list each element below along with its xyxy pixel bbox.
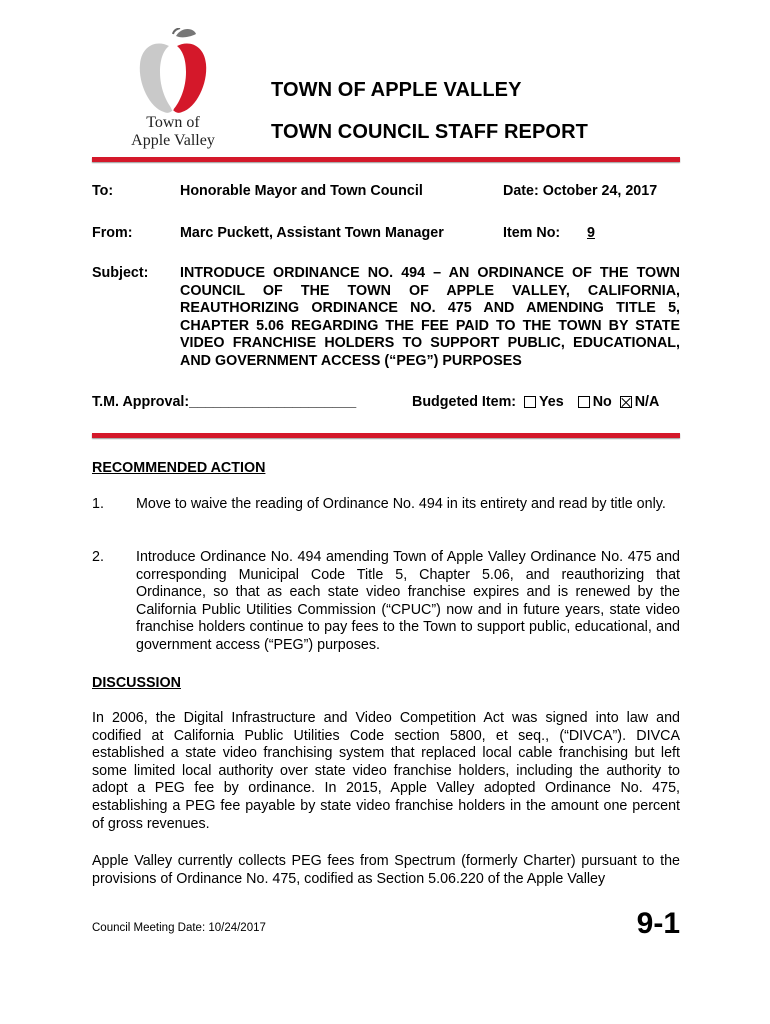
item-label: Item No: (503, 225, 561, 241)
item-1-number: 1. (92, 496, 104, 512)
recommended-action-heading: RECOMMENDED ACTION (92, 460, 266, 476)
na-label: N/A (634, 394, 660, 410)
to-value: Honorable Mayor and Town Council (180, 183, 423, 199)
na-checkbox[interactable] (620, 396, 632, 408)
memo-divider (92, 433, 680, 438)
page-title: TOWN OF APPLE VALLEY (271, 79, 522, 101)
to-label: To: (92, 183, 114, 199)
subject-value: INTRODUCE ORDINANCE NO. 494 – AN ORDINANCE OF THE TOWN COUNCIL OF THE TOWN OF APPLE VALLEY, CALIFORNIA, REAUTHORIZING ORDINANCE NO. 475 AND AMENDING TITLE 5, CHAPTER 5.06 REGARDING THE FEE PAID TO THE TOWN BY STATE VIDEO FRANCHISE HOLDERS TO SUPPORT PUBLIC, EDUCATIONAL, AND GOVERNMENT ACCESS (“PEG”) PURPOSES (180, 265, 680, 369)
town-logo (118, 28, 228, 153)
budgeted-item-label: Budgeted Item: (412, 394, 517, 410)
discussion-paragraph-2: Apple Valley currently collects PEG fees from Spectrum (formerly Charter) pursuant to the provisions of Ordinance No. 475, codified as Section 5.06.220 of the Apple Valley (92, 853, 680, 887)
item-2-text: Introduce Ordinance No. 494 amending Town of Apple Valley Ordinance No. 475 and corresponding Municipal Code Title 5, Chapter 5.06, and reauthorizing that Ordinance, so that as each state video franchise expires and is renewed by the California Public Utilities Commission (“CPUC”) now and in future years, state video franchise holders continue to pay fees to the Town to support public, educational, and government access (“PEG”) purposes. (136, 549, 680, 653)
yes-checkbox[interactable] (524, 396, 536, 408)
discussion-paragraph-1: In 2006, the Digital Infrastructure and Video Competition Act was signed into law and codified at California Public Utilities Code section 5800, et seq., (“DIVCA”). DIVCA established a state video franchising system that replaced local cable franchising but left some limited local authority over state video franchise holders, including the authority to adopt a PEG fee by ordinance. In 2015, Apple Valley adopted Ordinance No. 475, establishing a PEG fee payable by state video franchise holders in the amount one percent of gross revenues. (92, 710, 680, 832)
page-number: 9-1 (636, 907, 680, 940)
yes-label: Yes (539, 394, 564, 410)
header-divider (92, 157, 680, 162)
budgeted-item (412, 394, 659, 412)
apple-logo-icon (136, 28, 210, 116)
discussion-heading: DISCUSSION (92, 675, 181, 691)
date-text: Date: October 24, 2017 (503, 183, 658, 199)
report-title: TOWN COUNCIL STAFF REPORT (271, 121, 588, 143)
from-value: Marc Puckett, Assistant Town Manager (180, 225, 444, 241)
logo-text-line1: Town of (146, 114, 200, 131)
approval-line: T.M. Approval:_____________________ (92, 394, 357, 410)
logo-text-line2: Apple Valley (131, 132, 215, 149)
item-number: 9 (587, 225, 595, 241)
no-label: No (592, 394, 612, 410)
meeting-date-footer: Council Meeting Date: 10/24/2017 (92, 922, 266, 934)
subject-label: Subject: (92, 265, 149, 281)
item-1-text: Move to waive the reading of Ordinance No. 494 in its entirety and read by title only. (136, 496, 666, 512)
item-2-number: 2. (92, 549, 104, 565)
no-checkbox[interactable] (578, 396, 590, 408)
from-label: From: (92, 225, 133, 241)
